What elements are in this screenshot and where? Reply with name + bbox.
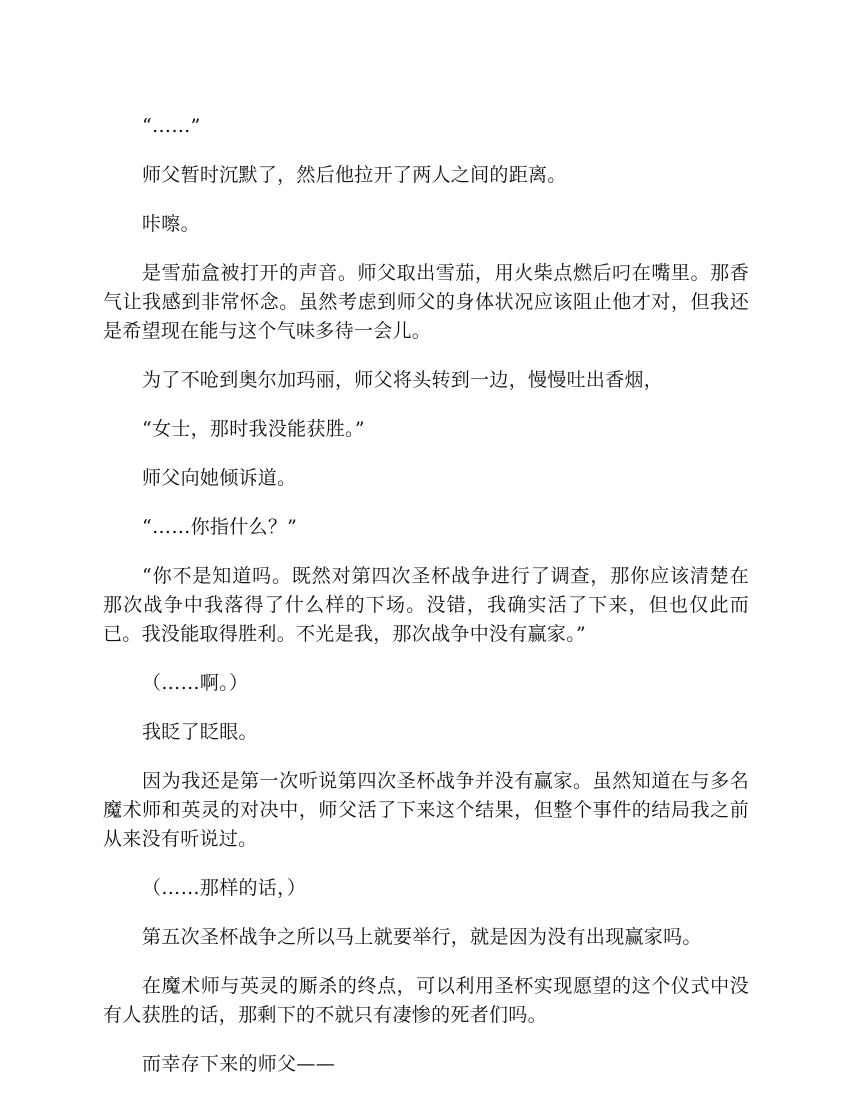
- body-text: [103, 112, 749, 1099]
- paragraph: “……你指什么？”: [142, 516, 298, 538]
- paragraph: 咔嚓。: [142, 213, 200, 235]
- paragraph: （……那样的话，）: [142, 877, 307, 899]
- paragraph: 是雪茄盒被打开的声音。师父取出雪茄，用火柴点燃后叼在嘴里。那香气让我感到非常怀念。虽然考虑到师父的身体状况应该阻止他才对，但我还是希望现在能与这个气味多待一会儿。: [103, 262, 749, 342]
- paragraph: 第五次圣杯战争之所以马上就要举行，就是因为没有出现赢家吗。: [142, 926, 702, 948]
- paragraph: 而幸存下来的师父——: [142, 1053, 336, 1075]
- paragraph: 在魔术师与英灵的厮杀的终点，可以利用圣杯实现愿望的这个仪式中没有人获胜的话，那剩下的不就只有凄惨的死者们吗。: [103, 975, 749, 1026]
- paragraph: 因为我还是第一次听说第四次圣杯战争并没有赢家。虽然知道在与多名魔术师和英灵的对决中，师父活了下来这个结果，但整个事件的结局我之前从来没有听说过。: [103, 770, 749, 850]
- paragraph: 我眨了眨眼。: [142, 721, 258, 743]
- paragraph: （……啊。）: [142, 672, 249, 694]
- paragraph: 师父暂时沉默了，然后他拉开了两人之间的距离。: [142, 164, 567, 186]
- paragraph: 为了不呛到奥尔加玛丽，师父将头转到一边，慢慢吐出香烟，: [142, 369, 664, 391]
- paragraph: 师父向她倾诉道。: [142, 467, 297, 489]
- paragraph: “你不是知道吗。既然对第四次圣杯战争进行了调查，那你应该清楚在那次战争中我落得了什么样的下场。没错，我确实活了下来，但也仅此而已。我没能取得胜利。不光是我，那次战争中没有赢家。”: [103, 565, 749, 645]
- paragraph: “……”: [142, 115, 201, 137]
- paragraph: “女士，那时我没能获胜。”: [142, 418, 365, 440]
